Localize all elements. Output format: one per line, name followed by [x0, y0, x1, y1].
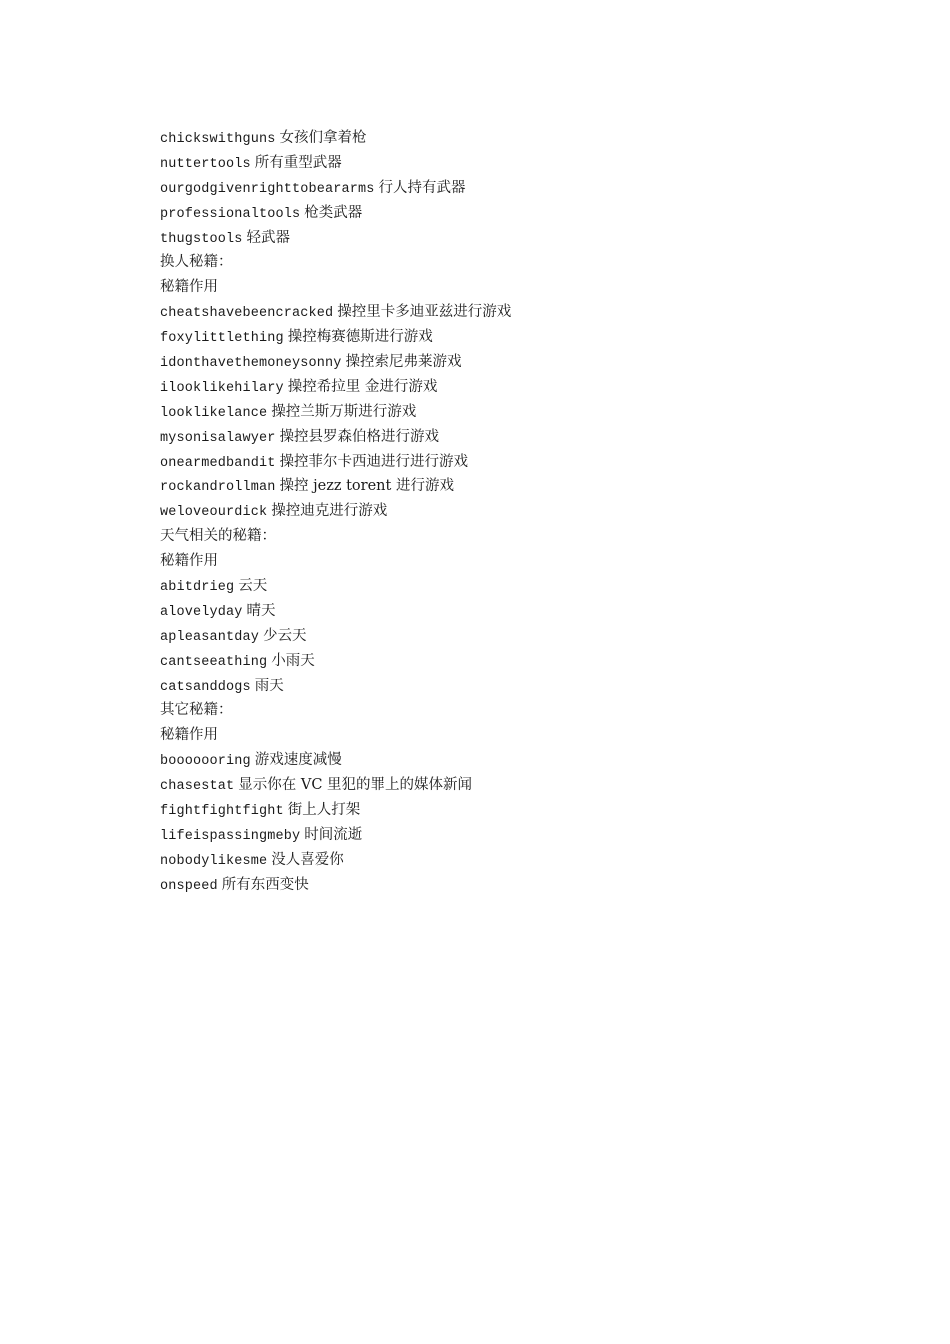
- cheat-description: 小雨天: [271, 652, 315, 669]
- column-heading: 秘籍作用: [160, 727, 218, 744]
- cheat-line: [160, 748, 880, 773]
- cheat-code: booooooring: [160, 754, 251, 770]
- cheat-line: [160, 325, 880, 350]
- cheat-description: 时间流逝: [304, 826, 363, 843]
- cheat-line: [160, 126, 880, 151]
- cheat-code: nobodylikesme: [160, 853, 268, 869]
- cheat-line: [160, 450, 880, 475]
- cheat-description: 操控 jezz torent 进行游戏: [279, 478, 454, 495]
- cheat-description: 没人喜爱你: [271, 851, 344, 868]
- cheat-code: catsanddogs: [160, 679, 251, 695]
- cheat-code: chickswithguns: [160, 132, 276, 147]
- cheat-description: 操控希拉里 金进行游戏: [287, 378, 438, 395]
- cheat-code: cheatshavebeencracked: [160, 306, 334, 322]
- section-heading: 其它秘籍：: [160, 702, 233, 719]
- cheat-description: 行人持有武器: [378, 179, 466, 196]
- cheat-code: chasestat: [160, 779, 235, 795]
- cheat-line: [160, 823, 880, 848]
- cheat-line: [160, 176, 880, 201]
- cheat-line: [160, 499, 880, 524]
- cheat-description: 轻武器: [246, 229, 291, 246]
- cheat-code: idonthavethemoneysonny: [160, 356, 342, 372]
- cheat-code: weloveourdick: [160, 505, 268, 521]
- cheat-description: 枪类武器: [304, 204, 363, 221]
- cheat-line: [160, 425, 880, 450]
- cheat-code: foxylittlething: [160, 331, 284, 347]
- section-heading: 换人秘籍：: [160, 254, 233, 271]
- cheat-code: alovelyday: [160, 604, 243, 620]
- cheat-description: 操控兰斯万斯进行游戏: [271, 403, 417, 420]
- cheat-line: [160, 474, 880, 499]
- cheat-description: 所有东西变快: [221, 876, 309, 893]
- cheat-line: [160, 624, 880, 649]
- cheat-description: 晴天: [246, 602, 276, 619]
- cheat-code: looklikelance: [160, 405, 268, 421]
- cheat-description: 少云天: [263, 627, 307, 644]
- column-heading: 秘籍作用: [160, 553, 218, 570]
- cheat-line: [160, 375, 880, 400]
- cheat-line: [160, 773, 880, 798]
- cheat-line: [160, 649, 880, 674]
- column-heading: 秘籍作用: [160, 279, 218, 296]
- cheat-code: rockandrollman: [160, 480, 276, 496]
- cheat-code: onspeed: [160, 878, 218, 894]
- cheat-code: thugstools: [160, 231, 243, 247]
- cheat-line: [160, 848, 880, 873]
- cheat-line: [160, 873, 880, 898]
- cheat-code: ilooklikehilary: [160, 380, 284, 396]
- cheat-code: abitdrieg: [160, 580, 235, 596]
- cheat-description: 女孩们拿着枪: [279, 130, 367, 146]
- cheat-description: 显示你在 VC 里犯的罪上的媒体新闻: [238, 777, 473, 794]
- section-heading: 天气相关的秘籍：: [160, 528, 276, 545]
- cheat-description: 游戏速度减慢: [254, 752, 342, 769]
- cheat-line: [160, 151, 880, 176]
- cheat-description: 操控迪克进行游戏: [271, 503, 388, 520]
- cheat-line: [160, 674, 880, 699]
- cheat-code: professionaltools: [160, 206, 301, 222]
- cheat-line: [160, 798, 880, 823]
- cheat-description: 操控县罗森伯格进行游戏: [279, 428, 440, 445]
- cheat-code: ourgodgivenrighttobeararms: [160, 181, 375, 197]
- cheat-line: [160, 201, 880, 226]
- cheat-description: 云天: [238, 578, 268, 595]
- cheat-line: [160, 400, 880, 425]
- cheat-description: 操控菲尔卡西迪进行进行游戏: [279, 453, 469, 470]
- cheat-line: [160, 300, 880, 325]
- cheat-description: 雨天: [254, 677, 284, 694]
- cheat-line: [160, 350, 880, 375]
- document-body: [160, 126, 880, 898]
- cheat-description: 操控索尼弗莱游戏: [345, 354, 462, 371]
- cheat-description: 操控梅赛德斯进行游戏: [287, 329, 433, 346]
- cheat-description: 所有重型武器: [254, 154, 342, 171]
- cheat-line: [160, 599, 880, 624]
- cheat-code: lifeispassingmeby: [160, 828, 301, 844]
- cheat-code: mysonisalawyer: [160, 430, 276, 446]
- cheat-description: 街上人打架: [287, 802, 361, 819]
- cheat-description: 操控里卡多迪亚兹进行游戏: [337, 304, 512, 321]
- cheat-code: cantseeathing: [160, 654, 268, 670]
- cheat-code: fightfightfight: [160, 804, 284, 820]
- cheat-line: [160, 574, 880, 599]
- cheat-line: [160, 226, 880, 251]
- cheat-code: apleasantday: [160, 629, 260, 645]
- cheat-code: nuttertools: [160, 156, 251, 172]
- cheat-code: onearmedbandit: [160, 455, 276, 471]
